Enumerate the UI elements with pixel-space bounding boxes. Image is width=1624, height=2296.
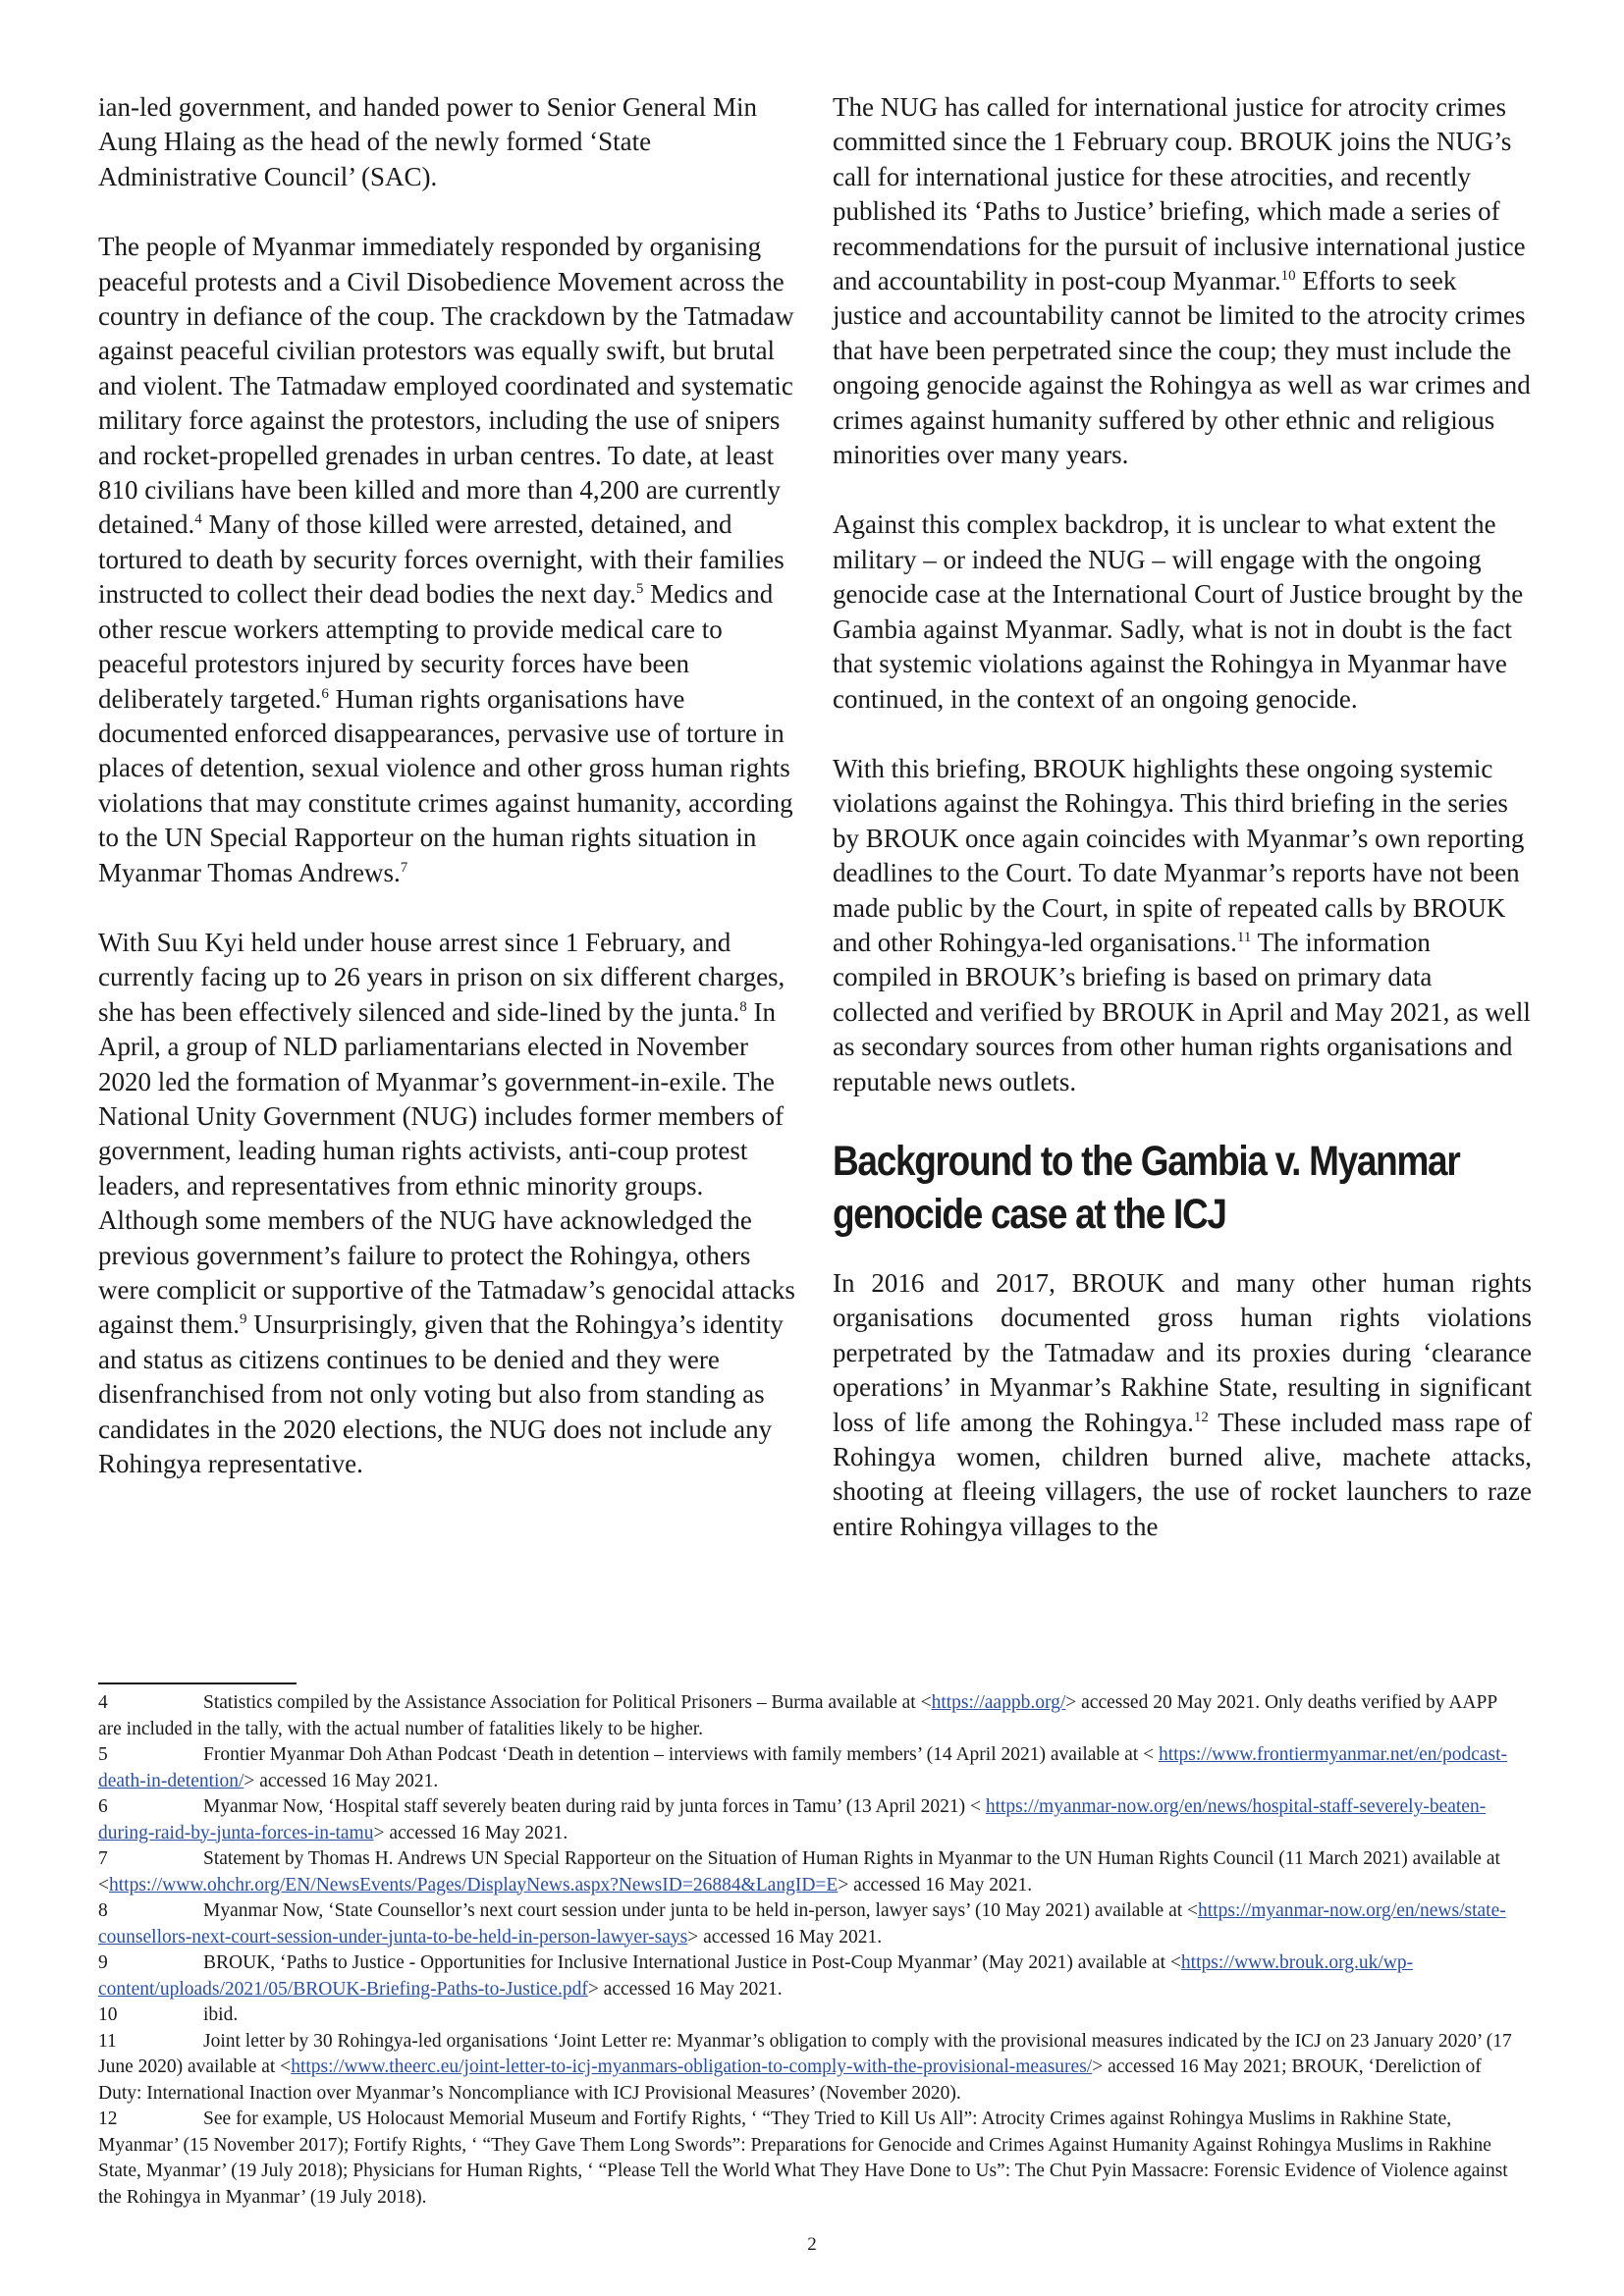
footnote-number: 9 — [98, 1952, 108, 1973]
section-heading-line: genocide case at the ICJ — [833, 1190, 1226, 1238]
footnote-text: > accessed 16 May 2021. — [373, 1822, 568, 1843]
footnote-ref[interactable]: 11 — [1236, 929, 1252, 945]
footnote-text: Statistics compiled by the Assistance Association for Political Prisoners – Burma available at < — [203, 1692, 932, 1713]
footnote-link[interactable]: https://aappb.org/ — [931, 1692, 1066, 1713]
paragraph — [833, 752, 1532, 1099]
footnote-ref[interactable]: 4 — [194, 511, 202, 528]
footnote-text: ibid. — [203, 2004, 239, 2025]
paragraph-text: Unsurprisingly, given that the Rohingya’s identity and status as citizens continues to be denied and they were disenfranchised from not only voting but also from standing as candidates in the 2020 elections, the NUG does not include any Rohingya representative. — [98, 1309, 784, 1479]
footnote-text: Myanmar Now, ‘Hospital staff severely beaten during raid by junta forces in Tamu’ (13 April 2021) < — [203, 1796, 986, 1817]
footnote-ref[interactable]: 5 — [635, 581, 644, 598]
footnote-link[interactable]: https://www.frontiermyanmar.net/en/podcast-death-in-detention/ — [98, 1744, 1508, 1791]
footnote — [98, 1794, 1524, 1846]
footnote-ref[interactable]: 10 — [1280, 268, 1296, 285]
footnote-text: Statement by Thomas H. Andrews UN Special Rapporteur on the Situation of Human Rights in Myanmar to the UN Human Rights Council (11 March 2021) available at < — [98, 1848, 1500, 1896]
paragraph-text: With this briefing, BROUK highlights these ongoing systemic violations against the Rohingya. This third briefing in the series by BROUK once again coincides with Myanmar’s own reporting deadlines to the Court. To date Myanmar’s reports have not been made public by the Court, in spite of repeated calls by BROUK and other Rohingya-led organisations. — [833, 753, 1525, 957]
footnote-number: 10 — [98, 2004, 118, 2025]
paragraph-text: Many of those killed were arrested, detained, and tortured to death by security forces overnight, with their families instructed to collect their dead bodies the next day. — [98, 509, 785, 610]
footnote — [98, 1690, 1524, 1742]
paragraph-text: These included mass rape of Rohingya women, children burned alive, machete attacks, shooting at fleeing villagers, the use of rocket launchers to raze entire Rohingya villages to the — [833, 1407, 1533, 1541]
section-heading — [833, 1135, 1460, 1241]
left-column — [98, 90, 797, 1481]
footnote-text: Frontier Myanmar Doh Athan Podcast ‘Death in detention – interviews with family members’ (14 April 2021) available at < — [203, 1744, 1159, 1765]
paragraph-text: The NUG has called for international justice for atrocity crimes committed since the 1 February coup. BROUK joins the NUG’s call for international justice for these atrocities, and recently published its ‘Paths to Justice’ briefing, which made a series of recommendations for the pursuit of inclusive international justice and accountability in post-coup Myanmar. — [833, 92, 1526, 296]
footnote-number: 6 — [98, 1796, 108, 1817]
footnote-link[interactable]: https://www.theerc.eu/joint-letter-to-icj-myanmars-obligation-to-comply-with-the-provisional-measures/ — [291, 2056, 1093, 2077]
paragraph-text: With Suu Kyi held under house arrest since 1 February, and currently facing up to 26 years in prison on six different charges, she has been effectively silenced and side-lined by the junta. — [98, 927, 785, 1027]
footnote-ref[interactable]: 7 — [400, 859, 408, 876]
footnote-link[interactable]: https://myanmar-now.org/en/news/hospital-staff-severely-beaten-during-raid-by-junta-forces-in-tamu — [98, 1796, 1487, 1843]
footnote — [98, 1950, 1524, 2002]
paragraph-text: ian-led government, and handed power to Senior General Min Aung Hlaing as the head of the newly formed ‘State Administrative Council’ (SAC). — [98, 92, 758, 191]
footnote-ref[interactable]: 9 — [239, 1311, 247, 1328]
footnote-text: > accessed 20 May 2021. Only deaths verified by AAPP are included in the tally, with the actual number of fatalities likely to be higher. — [98, 1692, 1497, 1739]
footnote-text: Joint letter by 30 Rohingya-led organisations ‘Joint Letter re: Myanmar’s obligation to comply with the provisional measures indicated by the ICJ on 23 January 2020’ (17 June 2020) available at < — [98, 2030, 1512, 2077]
right-column — [833, 90, 1532, 1544]
paragraph-text: Medics and other rescue workers attempting to provide medical care to peaceful protestors injured by security forces have been deliberately targeted. — [98, 579, 774, 714]
footnote — [98, 1742, 1524, 1794]
paragraph-text: Against this complex backdrop, it is unclear to what extent the military – or indeed the NUG – will engage with the ongoing genocide case at the International Court of Justice brought by the Gambia against Myanmar. Sadly, what is not in doubt is the fact that systemic violations against the Rohingya in Myanmar have continued, in the context of an ongoing genocide. — [833, 509, 1524, 714]
footnote — [98, 1898, 1524, 1950]
footnote-text: See for example, US Holocaust Memorial Museum and Fortify Rights, ‘ “They Tried to Kill Us All”: Atrocity Crimes against Rohingya Muslims in Rakhine State, Myanmar’ (15 November 2017); Fortify Rights, ‘ “They Gave Them Long Swords”: Preparations for Genocide and Crimes Against Humanity Against Rohingya Muslims in Rakhine State, Myanmar’ (19 July 2018); Physicians for Human Rights, ‘ “Please Tell the World What They Have Done to Us”: The Chut Pyin Massacre: Forensic Evidence of Violence against the Rohingya in Myanmar’ (19 July 2018). — [98, 2109, 1508, 2208]
paragraph — [833, 507, 1532, 716]
footnote — [98, 2002, 1524, 2029]
paragraph — [98, 230, 797, 890]
paragraph — [98, 90, 797, 194]
footnote-number: 4 — [98, 1692, 108, 1713]
footnote-text: > accessed 16 May 2021. — [587, 1978, 783, 2000]
paragraph-text: The people of Myanmar immediately responded by organising peaceful protests and a Civil Disobedience Movement across the country in defiance of the coup. The crackdown by the Tatmadaw against peaceful civilian protestors was equally swift, but brutal and violent. The Tatmadaw employed coordinated and systematic military force against the protestors, including the use of snipers and rocket-propelled grenades in urban centres. To date, at least 810 civilians have been killed and more than 4,200 are currently detained. — [98, 232, 794, 540]
footnote-number: 5 — [98, 1744, 108, 1765]
paragraph — [833, 1266, 1532, 1544]
footnote-separator — [98, 1682, 297, 1684]
footnote-text: > accessed 16 May 2021. — [244, 1770, 439, 1791]
footnote-number: 12 — [98, 2109, 118, 2129]
paragraph-text: In April, a group of NLD parliamentarians elected in November 2020 led the formation of Myanmar’s government-in-exile. The National Unity Government (NUG) includes former members of government, leading human rights activists, anti-coup protest leaders, and representatives from ethnic minority groups. Although some members of the NUG have acknowledged the previous government’s failure to protect the Rohingya, others were complicit or supportive of the Tatmadaw’s genocidal attacks against them. — [98, 996, 795, 1340]
footnote-number: 7 — [98, 1848, 108, 1869]
footnote-link[interactable]: https://myanmar-now.org/en/news/state-counsellors-next-court-session-under-junta-to-be-held-in-person-lawyer-says — [98, 1900, 1506, 1948]
footnote — [98, 2107, 1524, 2211]
footnote — [98, 1846, 1524, 1898]
footnote — [98, 2029, 1524, 2108]
footnote-link[interactable]: https://www.brouk.org.uk/wp-content/uploads/2021/05/BROUK-Briefing-Paths-to-Justice.pdf — [98, 1952, 1414, 2000]
paragraph — [833, 90, 1532, 472]
footnotes — [98, 1690, 1524, 2211]
paragraph-text: Efforts to seek justice and accountability cannot be limited to the atrocity crimes that have been perpetrated since the coup; they must include the ongoing genocide against the Rohingya as well as war crimes and crimes against humanity suffered by other ethnic and religious minorities over many years. — [833, 266, 1531, 470]
footnote-ref[interactable]: 8 — [739, 998, 747, 1015]
footnote-ref[interactable]: 12 — [1193, 1409, 1209, 1425]
footnote-text: > accessed 16 May 2021. — [687, 1926, 883, 1948]
paragraph-text: In 2016 and 2017, BROUK and many other human rights organisations documented gross human rights violations perpetrated by the Tatmadaw and its proxies during ‘clearance operations’ in Myanmar’s Rakhine State, resulting in significant loss of life among the Rohingya. — [833, 1267, 1532, 1437]
footnote-ref[interactable]: 6 — [321, 685, 329, 702]
section-heading-line: Background to the Gambia v. Myanmar — [833, 1137, 1460, 1185]
footnote-number: 8 — [98, 1900, 108, 1921]
paragraph-text: Human rights organisations have documented enforced disappearances, pervasive use of torture in places of detention, sexual violence and other gross human rights violations that may constitute crimes against humanity, according to the UN Special Rapporteur on the human rights situation in Myanmar Thomas Andrews. — [98, 683, 793, 887]
footnote-link[interactable]: https://www.ohchr.org/EN/NewsEvents/Pages/DisplayNews.aspx?NewsID=26884&LangID=E — [109, 1874, 839, 1896]
page-number: 2 — [807, 2234, 817, 2255]
footnote-text: > accessed 16 May 2021; BROUK, ‘Dereliction of Duty: International Inaction over Myanmar’s Noncompliance with ICJ Provisional Measures’ (November 2020). — [98, 2056, 1482, 2104]
footnote-text: Myanmar Now, ‘State Counsellor’s next court session under junta to be held in-person, lawyer says’ (10 May 2021) available at < — [203, 1900, 1199, 1921]
footnote-text: > accessed 16 May 2021. — [838, 1874, 1033, 1896]
paragraph-text: The information compiled in BROUK’s briefing is based on primary data collected and verified by BROUK in April and May 2021, as well as secondary sources from other human rights organisations and reputable news outlets. — [833, 927, 1531, 1096]
footnote-number: 11 — [98, 2030, 117, 2052]
footnote-text: BROUK, ‘Paths to Justice - Opportunities for Inclusive International Justice in Post-Coup Myanmar’ (May 2021) available at < — [203, 1952, 1181, 1973]
paragraph — [98, 926, 797, 1482]
